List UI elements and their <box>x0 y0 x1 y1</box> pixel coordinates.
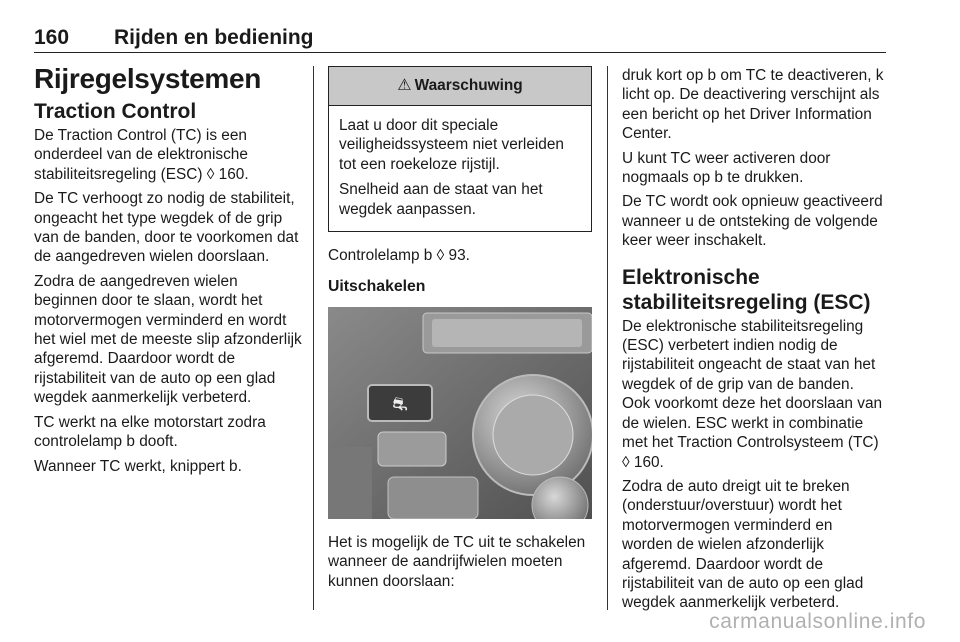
paragraph: De TC wordt ook opnieuw geactiveerd wanneer u de ontsteking de volgende keer weer inschakelt. <box>622 193 883 250</box>
warning-body <box>329 106 591 231</box>
page-number: 160 <box>34 26 70 49</box>
warning-triangle-icon: ⚠ <box>397 77 412 95</box>
column-right <box>622 66 886 618</box>
warning-header <box>329 67 591 106</box>
paragraph: De Traction Control (TC) is een onderdeel van de elektronische stabiliteitsregeling (ESC) ◊ 160. <box>34 127 249 183</box>
warning-text: Laat u door dit speciale veiligheidssysteem niet verleiden tot een roekeloze rijstijl. <box>339 117 564 173</box>
paragraph: Controlelamp b ◊ 93. <box>328 247 470 265</box>
dashboard-illustration <box>328 307 592 519</box>
paragraph: druk kort op b om TC te deactiveren, k licht op. De deactivering verschijnt als een bericht op het Driver Information Center. <box>622 67 884 143</box>
column-left <box>34 62 302 481</box>
svg-text:⛐: ⛐ <box>392 393 408 415</box>
paragraph: Wanneer TC werkt, knippert b. <box>34 457 242 475</box>
page-header <box>34 22 886 53</box>
section-title: Rijregelsystemen <box>34 63 262 94</box>
subheading: Uitschakelen <box>328 278 426 296</box>
chapter-title: Rijden en bediening <box>114 26 314 49</box>
column-divider <box>313 66 314 610</box>
watermark: carmanualsonline.info <box>709 610 926 633</box>
paragraph: Het is mogelijk de TC uit te schakelen wanneer de aandrijfwielen moeten kunnen doorslaan: <box>328 533 586 590</box>
paragraph: Zodra de aangedreven wielen beginnen door te slaan, wordt het motorvermogen verminderd en wordt het wiel met de meeste slip afzonderlijk afgeremd. Daardoor wordt de rijstabiliteit van de auto op een glad wegdek aanmerkelijk verbeterd. <box>34 272 302 407</box>
warning-title: Waarschuwing <box>414 77 523 95</box>
paragraph: De elektronische stabiliteitsregeling (ESC) verbetert indien nodig de rijstabiliteit ongeacht de staat van het wegdek of de grip van de banden. Ook voorkomt deze het doorslaan van de wielen. ESC werkt in combinatie met het Traction Controlsysteem (TC) ◊ 160. <box>622 317 883 471</box>
subsection-title: Traction Control <box>34 100 197 123</box>
paragraph: TC werkt na elke motorstart zodra controlelamp b dooft. <box>34 413 266 451</box>
warning-text: Snelheid aan de staat van het wegdek aanpassen. <box>339 181 543 218</box>
column-divider <box>607 66 608 610</box>
paragraph: Zodra de auto dreigt uit te breken (onderstuur/overstuur) wordt het motorvermogen verminderd en worden de wielen afzonderlijk afgeremd. Daardoor wordt de rijstabiliteit van de auto op een glad wegdek aanmerkelijk verbeterd. <box>622 477 864 612</box>
warning-box <box>328 66 592 232</box>
paragraph: U kunt TC weer activeren door nogmaals op b te drukken. <box>622 149 831 187</box>
paragraph: De TC verhoogt zo nodig de stabiliteit, ongeacht het type wegdek of de grip van de banden, door te voorkomen dat de aangedreven wielen doorslaan. <box>34 190 299 266</box>
column-middle <box>328 66 592 596</box>
section-heading: Elektronische stabiliteitsregeling (ESC) <box>622 265 871 314</box>
dashboard-photo <box>328 307 592 519</box>
